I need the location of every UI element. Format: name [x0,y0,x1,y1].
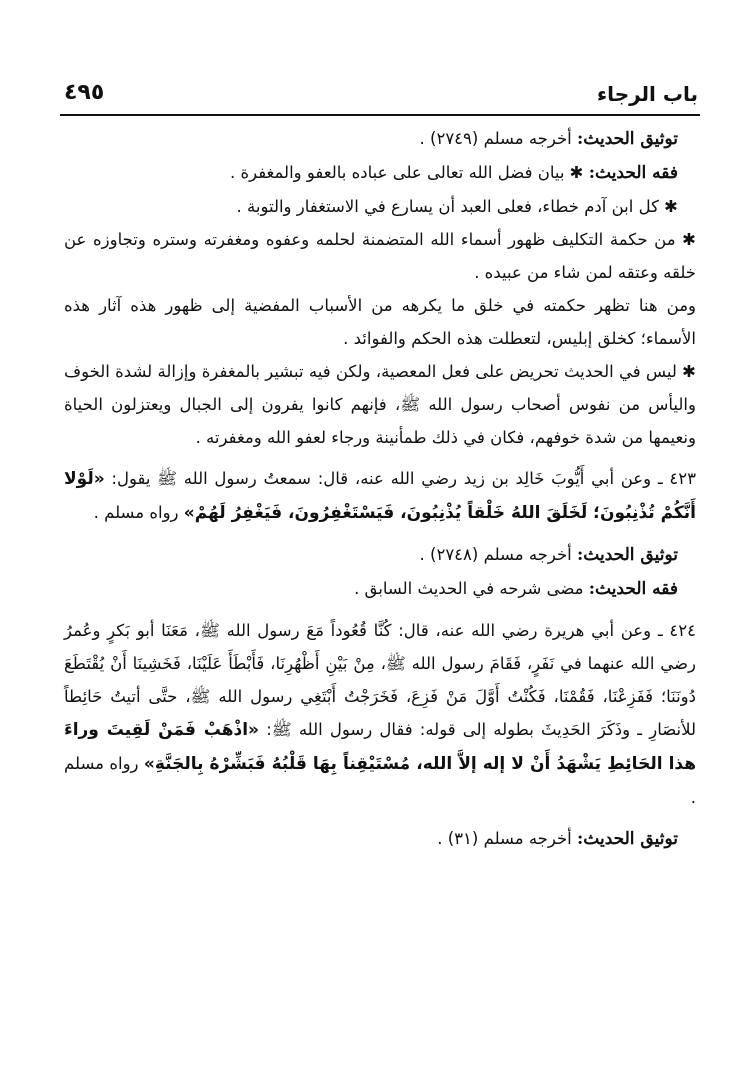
section-label: فقه الحديث: [588,163,678,183]
book-page [60,78,700,1068]
section-label: توثيق الحديث: [577,129,678,149]
hadith-documentation: توثيق الحديث: أخرجه مسلم (٢٧٤٩) . [419,129,678,149]
hadith-documentation: توثيق الحديث: أخرجه مسلم (٢٧٤٨) . [419,545,678,565]
hadith-423: ٤٢٣ ـ وعن أبي أَيُّوبَ خَالِد بن زيد رضي الله عنه، قال: سمعتُ رسول الله ﷺ يقول: «لَوْلا أَنَّكُمْ تُذْنِبُونَ؛ لَخَلَقَ اللهُ خَلْقاً يُذْنِبُونَ، فَيَسْتَغْفِرُونَ، فَيَغْفِرُ لَهُمْ» رواه مسلم . [64,469,696,523]
hadith-424: ٤٢٤ ـ وعن أبي هريرة رضي الله عنه، قال: كُنَّا قُعُوداً مَعَ رسول الله ﷺ، مَعَنَا أبو بَكرٍ وعُمرُ رضي الله عنهما في نَفَرٍ، فَقَامَ رسول الله ﷺ، مِنْ بَيْنِ أَظْهُرِنَا، فَأَبْطَأَ عَلَيْنَا، فَخَشِينَا أَنْ يُقْتَطَعَ دُونَنَا؛ فَفَزِعْنَا، فَقُمْنَا، فَكُنْتُ أَوَّلَ مَنْ فَزِعَ، فَخَرَجْتُ أَبْتَغِي رسول الله ﷺ، حتَّى أتيتُ حَائِطاً للأنصَارِ ـ وذَكَرَ الحَدِيثَ بطوله إلى قوله: فقال رسول الله ﷺ: «اذْهَبْ فَمَنْ لَقِيتَ وراءَ هذا الحَائِطِ يَشْهَدُ أَنْ لا إله إلاَّ الله، مُسْتَيْقِناً بِهَا قَلْبُهُ فَبَشِّرْهُ بِالجَنَّةِ» رواه مسلم . [64,621,696,807]
page-header [60,78,700,116]
page-body [60,116,700,856]
section-label: فقه الحديث: [588,579,678,599]
paragraph: ✱ ليس في الحديث تحريض على فعل المعصية، ولكن فيه تبشير بالمغفرة وإزالة لشدة الخوف واليأس من نفوس أصحاب رسول الله ﷺ، فإنهم كانوا يفرون إلى الجبال ويعتزلون الحياة ونعيمها من شدة خوفهم، فكان في ذلك طمأنينة ورجاء لعفو الله ومغفرته . [64,362,696,447]
hadith-quote: «لَوْلا أَنَّكُمْ تُذْنِبُونَ؛ لَخَلَقَ اللهُ خَلْقاً يُذْنِبُونَ، فَيَسْتَغْفِرُونَ، فَيَغْفِرُ لَهُمْ» [64,469,696,523]
hadith-quote: «اذْهَبْ فَمَنْ لَقِيتَ وراءَ هذا الحَائِطِ يَشْهَدُ أَنْ لا إله إلاَّ الله، مُسْتَيْقِناً بِهَا قَلْبُهُ فَبَشِّرْهُ بِالجَنَّةِ» [64,720,696,774]
paragraph: ✱ كل ابن آدم خطاء، فعلى العبد أن يسارع في الاستغفار والتوبة . [236,197,678,216]
section-label: توثيق الحديث: [577,829,678,849]
hadith-fiqh: فقه الحديث: ✱ بيان فضل الله تعالى على عباده بالعفو والمغفرة . [229,163,678,183]
hadith-fiqh: فقه الحديث: مضى شرحه في الحديث السابق . [354,579,678,599]
page-number: ٤٩٥ [64,80,105,105]
paragraph: ✱ من حكمة التكليف ظهور أسماء الله المتضمنة لحلمه وعفوه ومغفرته وستره وتجاوزه عن خلقه وعتقه لمن شاء من عبيده . [64,230,696,282]
paragraph: ومن هنا تظهر حكمته في خلق ما يكرهه من الأسباب المفضية إلى ظهور هذه آثار هذه الأسماء؛ كخلق إبليس، لتعطلت هذه الحكم والفوائد . [64,296,696,348]
chapter-title: باب الرجاء [596,82,698,106]
section-label: توثيق الحديث: [577,545,678,565]
hadith-documentation: توثيق الحديث: أخرجه مسلم (٣١) . [437,829,678,849]
